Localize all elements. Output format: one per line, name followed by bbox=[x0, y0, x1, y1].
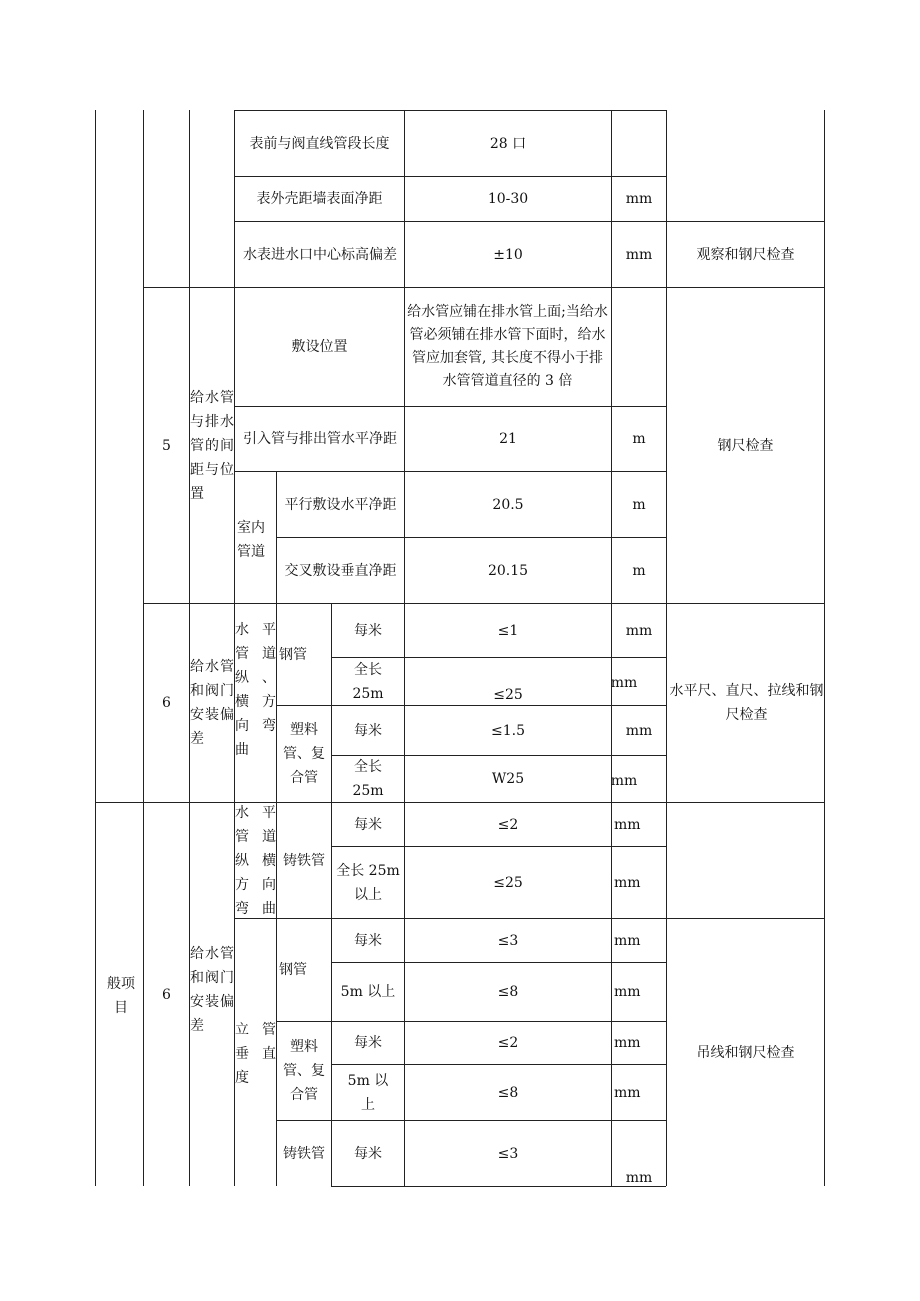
item-label: 水表进水口中心标高偏差 bbox=[243, 246, 397, 263]
item-unit: mm bbox=[625, 1170, 653, 1186]
rule bbox=[95, 110, 96, 1186]
item-number: 6 bbox=[162, 986, 171, 1003]
item-unit: m bbox=[632, 496, 646, 513]
item-unit: mm bbox=[614, 816, 641, 833]
item-label: 表外壳距墙表面净距 bbox=[256, 191, 383, 207]
item-value: 28 口 bbox=[489, 135, 527, 152]
item-value: 给水管应铺在排水管上面;当给水管必须铺在排水管下面时，给水管应加套管, 其长度不得小于排水管管道直径的 3 倍 bbox=[407, 304, 608, 389]
item-value: 20.5 bbox=[492, 496, 524, 513]
item-label: 交叉敷设垂直净距 bbox=[284, 562, 397, 579]
measure-label: 每米 bbox=[354, 1035, 382, 1051]
item-label: 表前与阀直线管段长度 bbox=[249, 135, 390, 152]
item-value: 10-30 bbox=[487, 191, 529, 207]
category-label bbox=[190, 604, 234, 802]
inspection-method: 钢尺检查 bbox=[717, 437, 774, 454]
measure-label: 每米 bbox=[354, 816, 382, 833]
item-value: 20.15 bbox=[487, 562, 529, 579]
measure-label: 5m 以上 bbox=[347, 1072, 389, 1113]
inspection-method: 水平尺、直尺、拉线和钢尺检查 bbox=[669, 683, 824, 723]
item-label: 引入管与排出管水平净距 bbox=[243, 431, 397, 447]
inspection-method: 观察和钢尺检查 bbox=[696, 246, 795, 263]
sub-category-label bbox=[235, 604, 276, 776]
item-unit: mm bbox=[625, 622, 653, 639]
pipe-type-label: 钢管 bbox=[279, 646, 307, 663]
item-value: ≤3 bbox=[497, 932, 519, 949]
item-value: ≤8 bbox=[497, 1084, 519, 1101]
item-value: ≤25 bbox=[493, 687, 523, 703]
group-label: 般项目 bbox=[107, 976, 135, 1016]
inspection-method: 吊线和钢尺检查 bbox=[696, 1044, 795, 1061]
item-number: 6 bbox=[162, 695, 171, 711]
item-unit: mm bbox=[614, 984, 641, 1000]
pipe-type-label: 塑料管、复合管 bbox=[283, 1039, 325, 1103]
sub-category-text: 水平管道纵横方向弯曲 bbox=[235, 804, 276, 917]
category-text: 给水管和阀门安装偏差 bbox=[190, 659, 234, 747]
category-text: 给水管与排水管的间距与位置 bbox=[190, 389, 234, 502]
sub-category-label: 室内管道 bbox=[237, 520, 265, 560]
item-value: ≤2 bbox=[497, 1035, 519, 1051]
category-text: 给水管和阀门安装偏差 bbox=[190, 946, 234, 1034]
item-value: ≤8 bbox=[497, 984, 519, 1000]
pipe-type-label: 钢管 bbox=[279, 962, 307, 978]
item-unit: m bbox=[632, 431, 646, 447]
item-unit: mm bbox=[625, 246, 653, 263]
measure-label: 每米 bbox=[354, 722, 382, 739]
sub-category-label bbox=[235, 1018, 276, 1090]
item-value: ≤2 bbox=[497, 816, 519, 833]
item-value: ≤3 bbox=[497, 1145, 519, 1162]
item-unit: mm bbox=[610, 773, 638, 789]
item-unit: mm bbox=[625, 191, 653, 207]
item-unit: mm bbox=[614, 1084, 641, 1101]
item-value: ±10 bbox=[493, 246, 523, 263]
item-unit bbox=[612, 111, 666, 176]
measure-label: 全长 25m bbox=[352, 661, 384, 702]
item-unit: m bbox=[632, 562, 646, 579]
pipe-type-label: 铸铁管 bbox=[283, 852, 325, 869]
pipe-type-label: 塑料管、复合管 bbox=[283, 722, 325, 786]
category-label bbox=[190, 288, 234, 603]
item-value: ≤1 bbox=[497, 622, 519, 639]
pipe-type-label: 铸铁管 bbox=[283, 1145, 325, 1162]
item-label: 敷设位置 bbox=[291, 339, 348, 355]
item-value: ≤25 bbox=[493, 874, 523, 891]
rule bbox=[824, 110, 825, 1186]
category-label bbox=[190, 920, 234, 1060]
sub-category-text: 立管垂直度 bbox=[235, 1022, 276, 1086]
item-number: 5 bbox=[162, 437, 171, 454]
measure-label: 5m 以上 bbox=[340, 984, 396, 1000]
measure-label: 全长 25m bbox=[352, 759, 384, 799]
item-unit: mm bbox=[614, 932, 641, 949]
item-unit: mm bbox=[625, 722, 653, 739]
measure-label: 全长 25m 以上 bbox=[336, 862, 400, 903]
sub-category-label bbox=[235, 803, 276, 918]
measure-label: 每米 bbox=[354, 1145, 382, 1162]
item-value: ≤1.5 bbox=[491, 722, 525, 739]
item-unit: mm bbox=[614, 874, 641, 891]
measure-label: 每米 bbox=[354, 932, 382, 949]
item-unit: mm bbox=[614, 1035, 641, 1051]
item-value: W25 bbox=[491, 771, 525, 787]
item-label: 平行敷设水平净距 bbox=[284, 496, 397, 513]
measure-label: 每米 bbox=[354, 622, 382, 639]
rule bbox=[331, 603, 332, 1186]
item-unit: mm bbox=[610, 675, 638, 691]
item-value: 21 bbox=[499, 431, 517, 447]
sub-category-text: 水平管道纵、横方向弯曲 bbox=[235, 622, 276, 758]
